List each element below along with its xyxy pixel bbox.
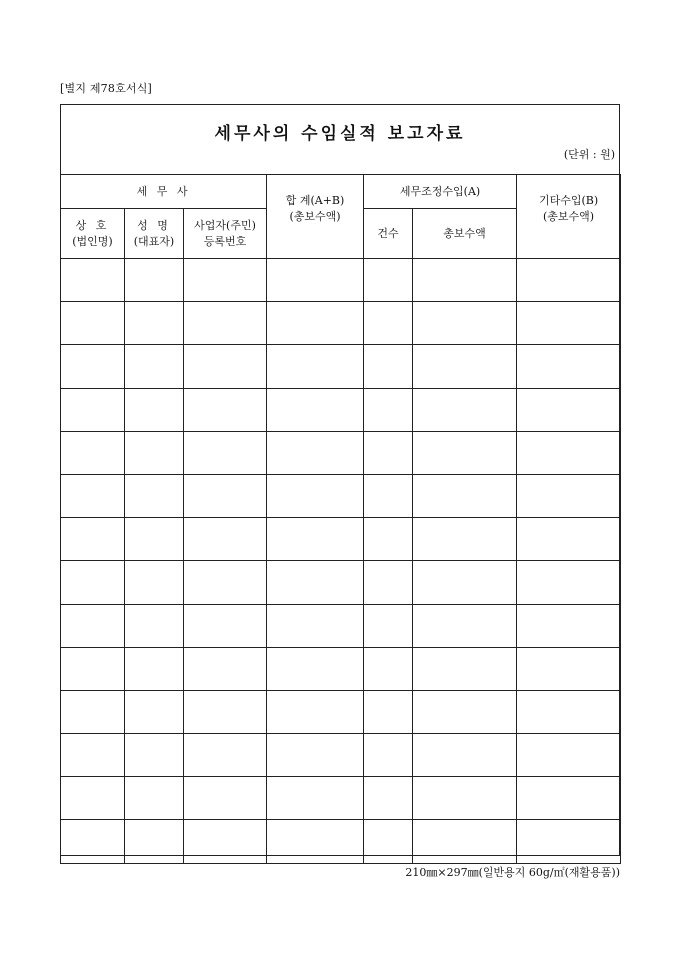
table-cell[interactable] [517,604,621,647]
table-cell[interactable] [517,259,621,302]
table-cell[interactable] [125,820,184,863]
header-name: 성 명 (대표자) [125,209,184,259]
table-cell[interactable] [61,647,125,690]
table-cell[interactable] [61,777,125,820]
table-row [61,604,621,647]
table-cell[interactable] [61,474,125,517]
table-cell[interactable] [61,734,125,777]
table-cell[interactable] [61,431,125,474]
header-other-income-sub: (총보수액) [543,209,595,223]
table-cell[interactable] [364,259,413,302]
table-cell[interactable] [267,302,364,345]
table-cell[interactable] [413,259,517,302]
table-cell[interactable] [364,647,413,690]
table-cell[interactable] [125,302,184,345]
table-cell[interactable] [184,474,267,517]
report-body [61,259,621,864]
table-cell[interactable] [125,561,184,604]
table-cell[interactable] [125,690,184,733]
table-row [61,820,621,863]
table-cell[interactable] [517,561,621,604]
header-tax-adjustment: 세무조정수입(A) [364,175,517,209]
table-row [61,561,621,604]
table-cell[interactable] [517,690,621,733]
table-cell[interactable] [267,604,364,647]
form-number-label: [별지 제78호서식] [60,82,153,95]
header-count: 건수 [364,209,413,259]
table-cell[interactable] [184,604,267,647]
table-cell[interactable] [267,647,364,690]
table-cell[interactable] [125,474,184,517]
table-cell[interactable] [364,345,413,388]
table-cell[interactable] [364,604,413,647]
table-cell[interactable] [413,474,517,517]
table-cell[interactable] [364,777,413,820]
table-cell[interactable] [184,518,267,561]
table-cell[interactable] [61,820,125,863]
table-cell[interactable] [61,690,125,733]
table-cell[interactable] [517,474,621,517]
header-registration-number: 사업자(주민) 등록번호 [184,209,267,259]
table-row [61,259,621,302]
table-cell[interactable] [413,820,517,863]
table-cell[interactable] [413,734,517,777]
table-cell[interactable] [413,690,517,733]
table-cell[interactable] [364,734,413,777]
table-cell[interactable] [61,388,125,431]
table-cell[interactable] [267,474,364,517]
table-cell[interactable] [517,647,621,690]
table-cell[interactable] [125,647,184,690]
table-cell[interactable] [267,259,364,302]
table-cell[interactable] [184,561,267,604]
table-cell[interactable] [61,302,125,345]
table-cell[interactable] [184,647,267,690]
table-cell[interactable] [364,690,413,733]
table-cell[interactable] [267,561,364,604]
header-total-label: 합 계(A+B) [285,193,345,207]
table-row [61,345,621,388]
table-cell[interactable] [184,734,267,777]
form-title: 세무사의 수임실적 보고자료 [214,124,466,144]
table-cell[interactable] [517,777,621,820]
table-row [61,302,621,345]
header-total-fee: 총보수액 [413,209,517,259]
header-total-sub: (총보수액) [289,209,341,223]
table-cell[interactable] [125,388,184,431]
table-cell[interactable] [517,518,621,561]
table-cell[interactable] [364,431,413,474]
table-row [61,431,621,474]
header-total [267,175,364,259]
table-cell[interactable] [61,561,125,604]
table-cell[interactable] [364,820,413,863]
table-cell[interactable] [413,777,517,820]
table-cell[interactable] [267,345,364,388]
table-row [61,690,621,733]
table-row [61,518,621,561]
table-cell[interactable] [413,561,517,604]
table-row [61,388,621,431]
table-cell[interactable] [125,604,184,647]
table-row [61,474,621,517]
table-cell[interactable] [267,820,364,863]
header-other-income-label: 기타수입(B) [538,193,599,207]
table-row [61,734,621,777]
table-cell[interactable] [267,431,364,474]
table-cell[interactable] [184,431,267,474]
table-cell[interactable] [364,302,413,345]
table-cell[interactable] [184,820,267,863]
table-cell[interactable] [61,259,125,302]
table-cell[interactable] [413,431,517,474]
unit-note: (단위 : 원) [563,148,615,161]
table-cell[interactable] [184,259,267,302]
table-cell[interactable] [517,302,621,345]
table-row [61,777,621,820]
table-cell[interactable] [267,690,364,733]
table-cell[interactable] [125,777,184,820]
table-cell[interactable] [413,647,517,690]
table-cell[interactable] [61,345,125,388]
table-cell[interactable] [413,345,517,388]
table-cell[interactable] [517,388,621,431]
header-other-income [517,175,621,259]
table-cell[interactable] [517,820,621,863]
table-cell[interactable] [125,734,184,777]
table-cell[interactable] [364,474,413,517]
table-cell[interactable] [267,777,364,820]
table-cell[interactable] [125,345,184,388]
table-cell[interactable] [413,302,517,345]
header-trade-name: 상 호 (법인명) [61,209,125,259]
table-row [61,647,621,690]
table-cell[interactable] [184,777,267,820]
table-cell[interactable] [517,431,621,474]
table-cell[interactable] [267,518,364,561]
table-cell[interactable] [61,518,125,561]
table-cell[interactable] [267,388,364,431]
paper-spec-footer: 210㎜×297㎜(일반용지 60g/㎡(재활용품)) [405,866,620,879]
table-cell[interactable] [364,561,413,604]
table-cell[interactable] [184,345,267,388]
table-cell[interactable] [267,734,364,777]
table-cell[interactable] [517,345,621,388]
table-cell[interactable] [125,259,184,302]
table-cell[interactable] [184,690,267,733]
table-cell[interactable] [184,302,267,345]
table-cell[interactable] [413,388,517,431]
table-cell[interactable] [61,604,125,647]
table-cell[interactable] [125,518,184,561]
table-cell[interactable] [413,518,517,561]
table-cell[interactable] [364,388,413,431]
table-cell[interactable] [184,388,267,431]
table-cell[interactable] [125,431,184,474]
table-cell[interactable] [517,734,621,777]
header-tax-accountant: 세 무 사 [61,175,267,209]
table-cell[interactable] [364,518,413,561]
report-table [60,174,621,864]
table-cell[interactable] [413,604,517,647]
report-form [60,104,620,856]
